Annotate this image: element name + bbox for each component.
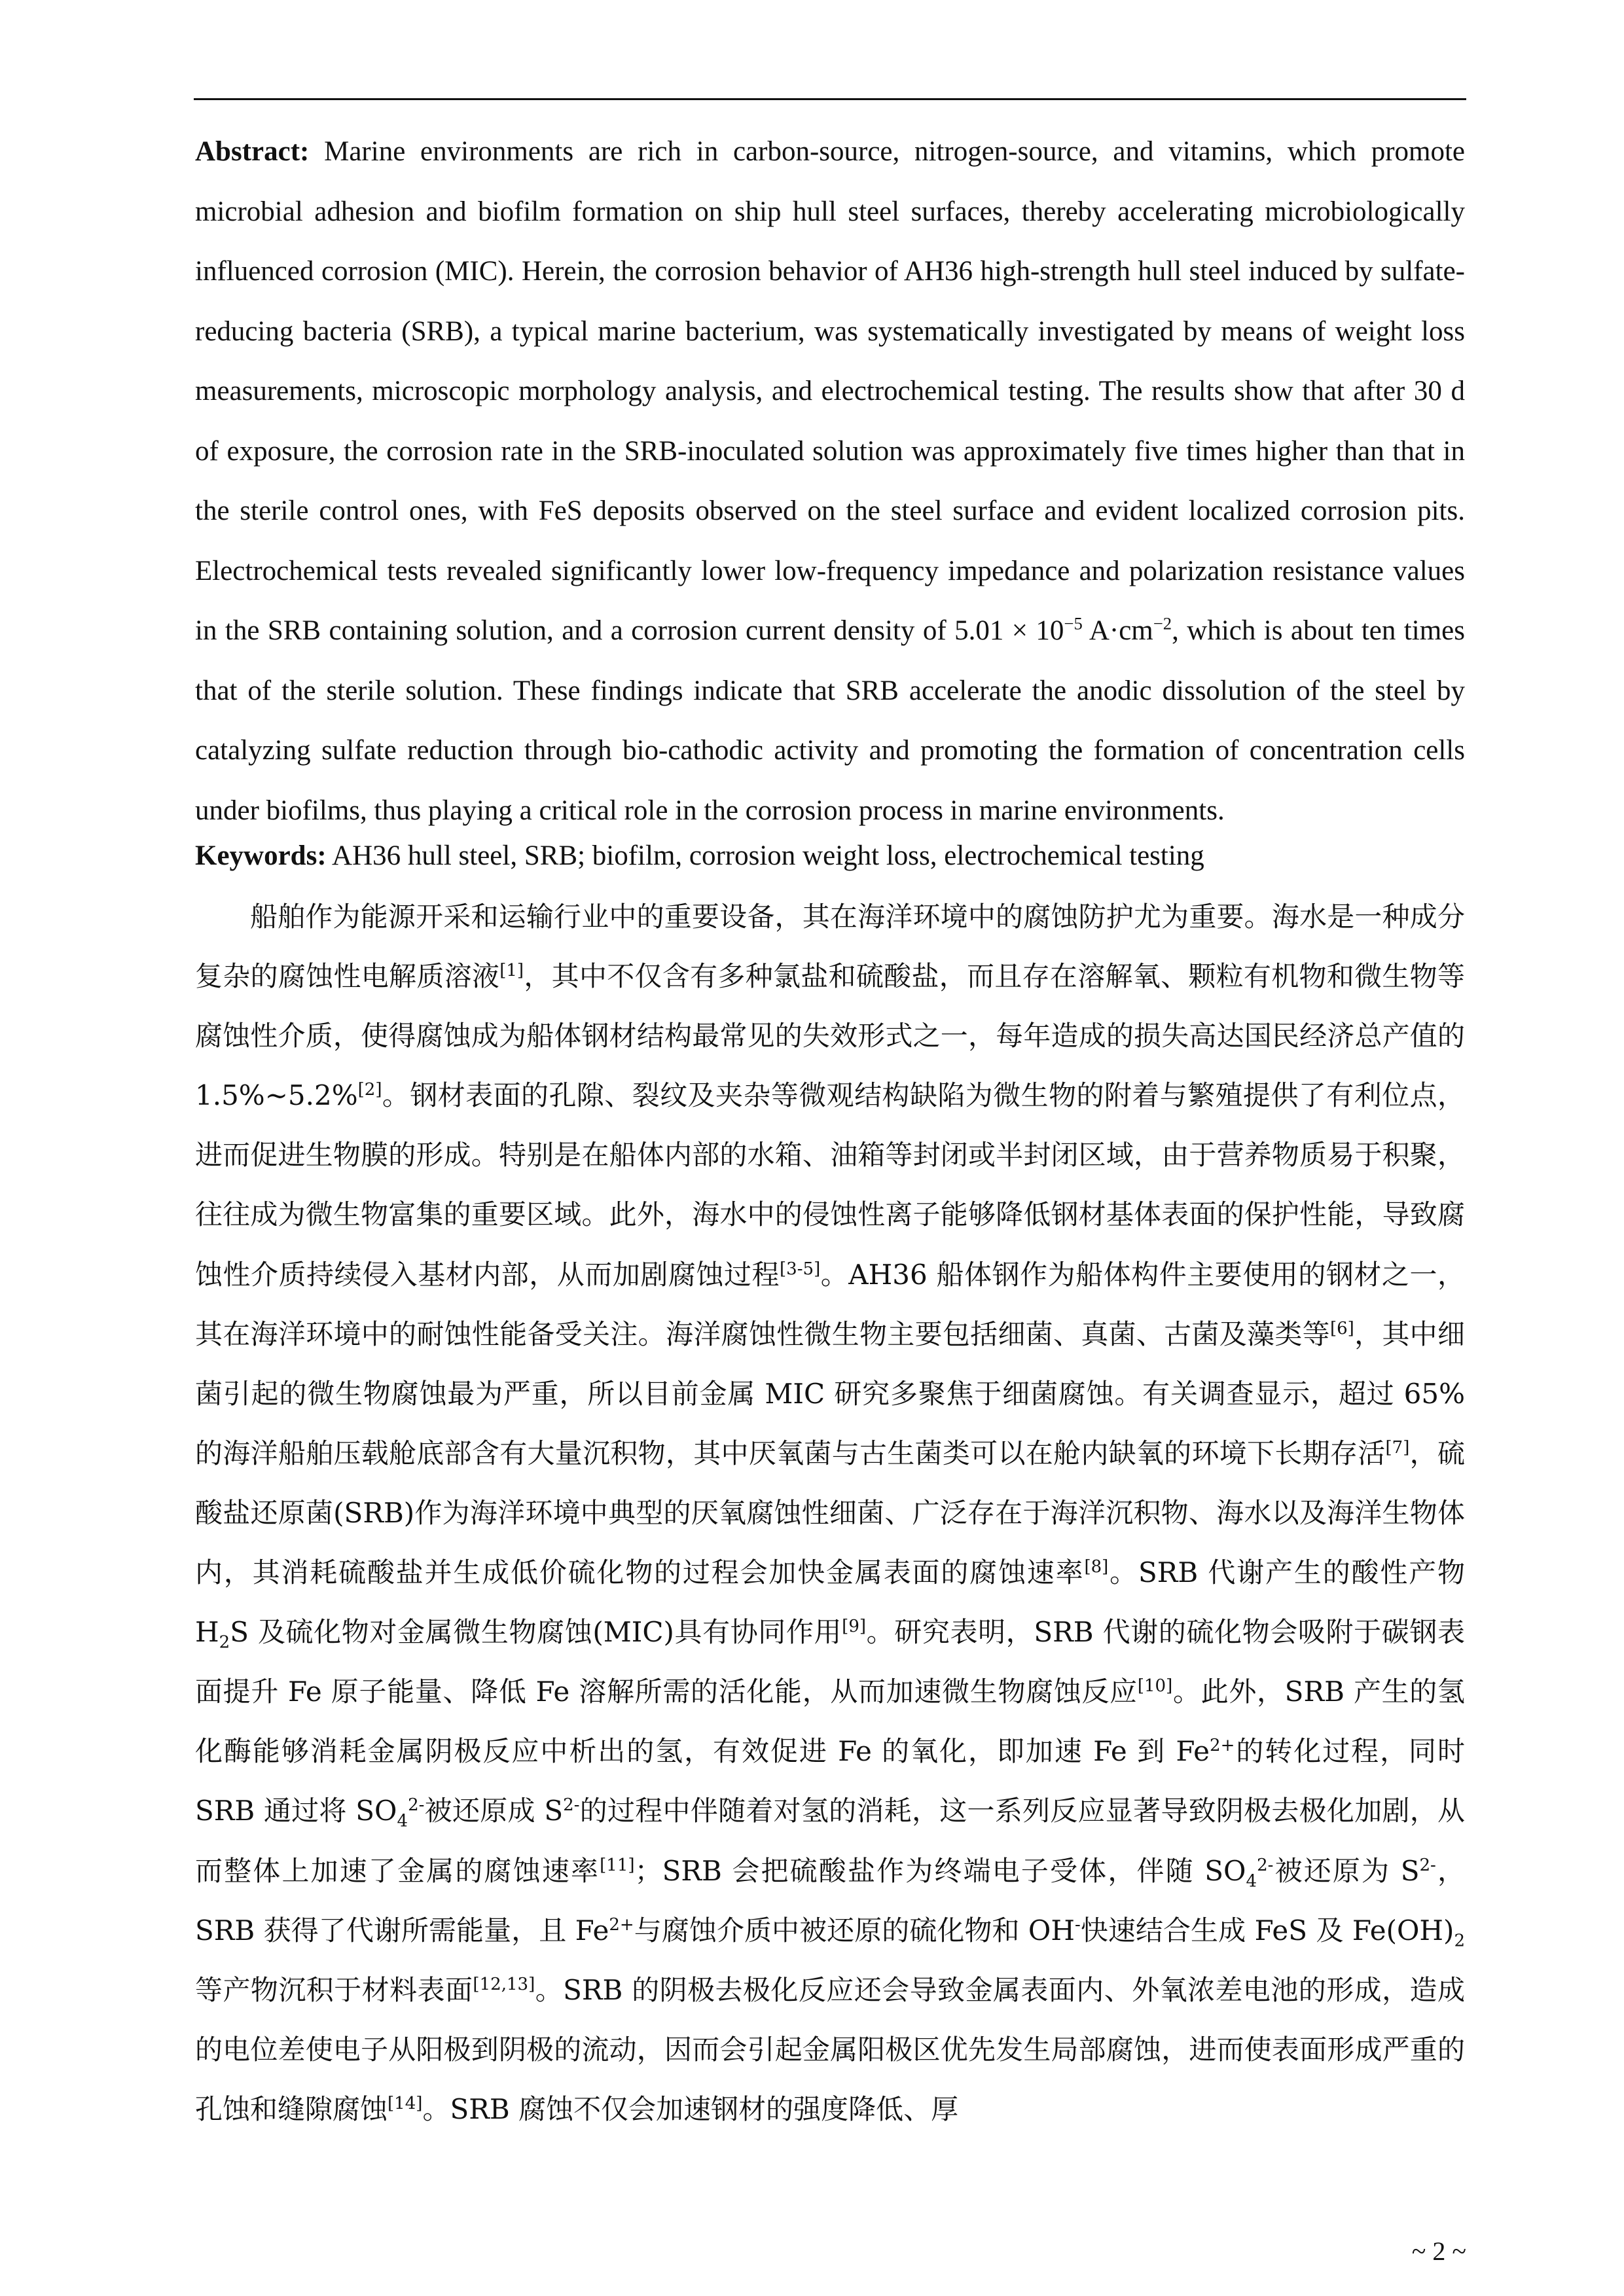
body-text: ；SRB 会把硫酸盐作为终端电子受体，伴随 SO: [634, 1854, 1246, 1887]
body-text: 。研究表明，SRB 代谢的硫化物会吸附于碳钢表面提升 Fe 原子能量、降低 Fe 溶解所需的活化能，从而加速微生物腐蚀反应: [195, 1616, 1465, 1708]
body-text: 。SRB 代谢产生的酸性产物 H: [195, 1556, 1465, 1649]
citation: [7]: [1385, 1437, 1410, 1458]
body-text: 。钢材表面的孔隙、裂纹及夹杂等微观结构缺陷为微生物的附着与繁殖提供了有利位点，进而促进生物膜的形成。特别是在船体内部的水箱、油箱等封闭或半封闭区域，由于营养物质易于积聚，往往成为微生物富集的重要区域。此外，海水中的侵蚀性离子能够降低钢材基体表面的保护性能，导致腐蚀性介质持续侵入基材内部，从而加剧腐蚀过程: [195, 1079, 1465, 1291]
body-text: 。此外，SRB 产生的氢化酶能够消耗金属阴极反应中析出的氢，有效促进 Fe 的氧化，即加速 Fe 到 Fe: [195, 1676, 1465, 1768]
keywords-line: [195, 836, 1465, 876]
body-text: 与腐蚀介质中被还原的硫化物和 OH: [634, 1914, 1075, 1946]
body-text: 。SRB 腐蚀不仅会加速钢材的强度降低、厚: [422, 2092, 959, 2125]
citation: [14]: [388, 2093, 423, 2113]
citation: [11]: [600, 1855, 635, 1875]
body-text: S 及硫化物对金属微生物腐蚀(MIC)具有协同作用: [230, 1616, 842, 1649]
body-text: 船舶作为能源开采和运输行业中的重要设备，其在海洋环境中的腐蚀防护尤为重要。海水是一种成分复杂的腐蚀性电解质溶液: [195, 901, 1465, 993]
keywords-text: AH36 hull steel, SRB; biofilm, corrosion weight loss, electrochemical testing: [326, 840, 1204, 871]
keywords-label: Keywords:: [195, 840, 327, 871]
citation: [10]: [1137, 1676, 1173, 1696]
superscript: 2+: [609, 1914, 634, 1935]
abstract-exponent-1: −5: [1064, 613, 1083, 634]
body-text: 被还原成 S: [424, 1795, 564, 1827]
body-paragraph: [195, 887, 1465, 2139]
superscript: 2-: [1257, 1855, 1274, 1875]
body-text: 的过程中伴随着对氢的消耗，这一系列反应显著导致阴极去极化加剧，从而整体上加速了金属的腐蚀速率: [195, 1795, 1465, 1887]
citation: [3-5]: [780, 1259, 821, 1279]
superscript: 2-: [1419, 1855, 1436, 1875]
subscript: 2: [219, 1632, 230, 1653]
citation: [6]: [1329, 1318, 1354, 1338]
body-text: ，SRB 获得了代谢所需能量，且 Fe: [195, 1854, 1465, 1946]
body-text: 。AH36 船体钢作为船体构件主要使用的钢材之一，其在海洋环境中的耐蚀性能备受关注。海洋腐蚀性微生物主要包括细菌、真菌、古菌及藻类等: [195, 1258, 1465, 1350]
abstract-text-3: , which is about ten times that of the sterile solution. These findings indicate that SRB accelerate the anodic dissolution of the steel by catalyzing sulfate reduction through bio-cathodic activity and promoting the formation of concentration cells under biofilms, thus playing a critical role in the corrosion process in marine environments.: [195, 615, 1465, 826]
abstract-exponent-2: −2: [1153, 613, 1172, 634]
citation: [9]: [842, 1617, 867, 1637]
citation: [8]: [1084, 1557, 1109, 1577]
abstract-label: Abstract:: [195, 136, 310, 167]
subscript: 4: [397, 1811, 408, 1831]
body-text: ，硫酸盐还原菌(SRB)作为海洋环境中典型的厌氧腐蚀性细菌、广泛存在于海洋沉积物、海水以及海洋生物体内，其消耗硫酸盐并生成低价硫化物的过程会加快金属表面的腐蚀速率: [195, 1437, 1465, 1589]
abstract-text-2: A·cm: [1082, 615, 1153, 646]
body-text: 。SRB 的阴极去极化反应还会导致金属表面内、外氧浓差电池的形成，造成的电位差使电子从阳极到阴极的流动，因而会引起金属阳极区优先发生局部腐蚀，进而使表面形成严重的孔蚀和缝隙腐蚀: [195, 1973, 1465, 2125]
subscript: 4: [1246, 1871, 1257, 1891]
body-text: 快速结合生成 FeS 及 Fe(OH): [1080, 1914, 1454, 1946]
body-text: 的转化过程，同时 SRB 通过将 SO: [195, 1735, 1465, 1827]
abstract-text-1: Marine environments are rich in carbon-source, nitrogen-source, and vitamins, which promote microbial adhesion and biofilm formation on ship hull steel surfaces, thereby accelerating microbiologically influenced corrosion (MIC). Herein, the corrosion behavior of AH36 high-strength hull steel induced by sulfate-reducing bacteria (SRB), a typical marine bacterium, was systematically investigated by means of weight loss measurements, microscopic morphology analysis, and electrochemical testing. The results show that after 30 d of exposure, the corrosion rate in the SRB-inoculated solution was approximately five times higher than that in the sterile control ones, with FeS deposits observed on the steel surface and evident localized corrosion pits. Electrochemical tests revealed significantly lower low-frequency impedance and polarization resistance values in the SRB containing solution, and a corrosion current density of 5.01 × 10: [195, 136, 1465, 646]
header-rule: [194, 98, 1466, 100]
superscript: 2+: [1210, 1736, 1235, 1756]
superscript: -: [1075, 1914, 1081, 1935]
page-number: ~ 2 ~: [1411, 2236, 1466, 2266]
subscript: 2: [1454, 1930, 1465, 1950]
citation: [1]: [499, 961, 524, 981]
citation: [12,13]: [473, 1974, 535, 1994]
superscript: 2-: [563, 1795, 580, 1816]
abstract-paragraph: [195, 122, 1465, 840]
body-text: ，其中细菌引起的微生物腐蚀最为严重，所以目前金属 MIC 研究多聚焦于细菌腐蚀。有关调查显示，超过 65%的海洋船舶压载舱底部含有大量沉积物，其中厌氧菌与古生菌类可以在舱内缺氧的环境下长期存活: [195, 1318, 1465, 1469]
citation: [2]: [357, 1080, 382, 1100]
body-text: 被还原为 S: [1273, 1854, 1420, 1887]
superscript: 2-: [408, 1795, 425, 1816]
body-text: ，其中不仅含有多种氯盐和硫酸盐，而且存在溶解氧、颗粒有机物和微生物等腐蚀性介质，使得腐蚀成为船体钢材结构最常见的失效形式之一，每年造成的损失高达国民经济总产值的 1.5%~5.2%: [195, 960, 1465, 1112]
body-text: 等产物沉积于材料表面: [195, 1973, 473, 2006]
